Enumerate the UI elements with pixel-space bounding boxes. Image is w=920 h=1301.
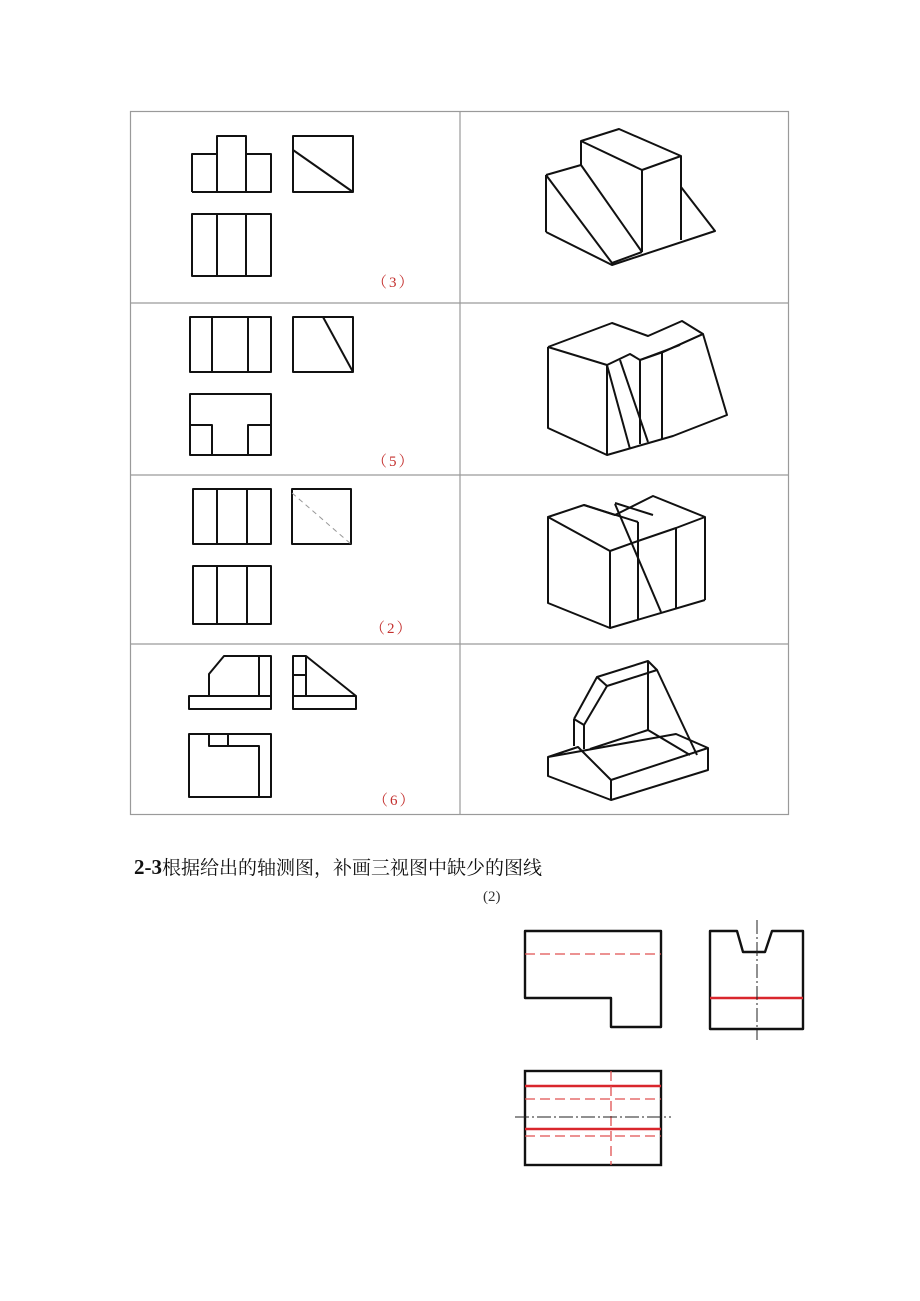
exercise-number: 2-3 bbox=[134, 855, 162, 879]
row4-caption: （6） bbox=[373, 793, 417, 809]
row1-caption: （3） bbox=[372, 275, 416, 291]
exercise-sub-caption: (2) bbox=[483, 889, 501, 905]
row3-caption: （2） bbox=[370, 621, 414, 637]
row2-caption: （5） bbox=[372, 454, 416, 470]
exercise-title: 根据给出的轴测图，补画三视图中缺少的图线 bbox=[162, 857, 543, 879]
